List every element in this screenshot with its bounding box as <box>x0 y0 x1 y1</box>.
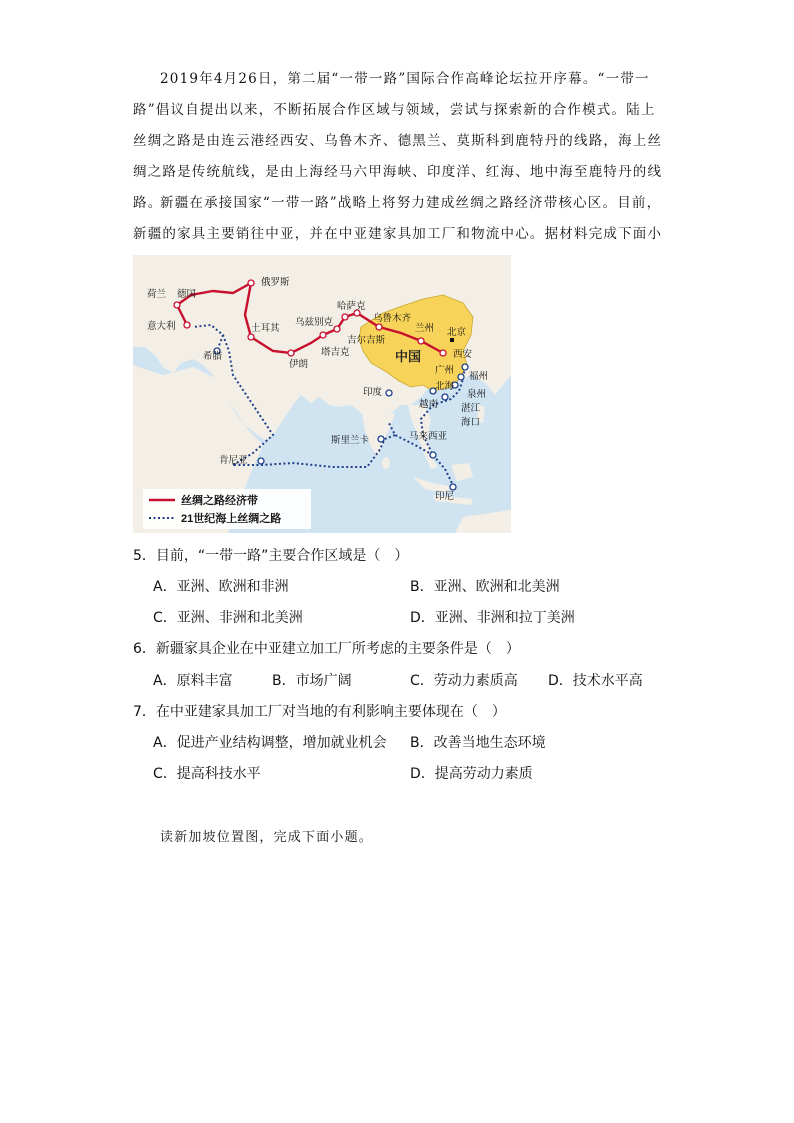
label-greece: 希腊 <box>203 351 223 362</box>
label-tajikistan: 塔吉克 <box>321 347 350 358</box>
label-kazakhstan: 哈萨克 <box>337 301 366 312</box>
question-7-option-b[interactable]: B．改善当地生态环境 <box>410 735 546 751</box>
intro-paragraph-2: 新疆在承接国家“一带一路”战略上将努力建成丝绸之路经济带核心区。目前，新疆的家具主要销往中亚，并在中亚建家具加工厂和物流中心。据材料完成下面小 <box>133 195 663 242</box>
legend-sea: 21世纪海上丝绸之路 <box>181 513 282 525</box>
label-zhanjiang: 湛江 <box>461 403 481 414</box>
label-lanzhou: 兰州 <box>415 323 435 334</box>
label-urumqi: 乌鲁木齐 <box>373 313 412 324</box>
label-fuzhou: 福州 <box>469 371 489 382</box>
question-7-option-a[interactable]: A．促进产业结构调整，增加就业机会 <box>153 735 387 751</box>
label-indonesia: 印尼 <box>435 491 455 502</box>
label-india: 印度 <box>363 387 383 398</box>
question-5-stem: 5．目前，“一带一路”主要合作区域是（ ） <box>133 548 409 564</box>
label-russia: 俄罗斯 <box>261 277 290 288</box>
label-germany: 德国 <box>177 289 197 300</box>
question-7-stem: 7．在中亚建家具加工厂对当地的有利影响主要体现在（ ） <box>133 704 506 720</box>
question-5-option-b[interactable]: B．亚洲、欧洲和北美洲 <box>410 579 560 595</box>
question-6-option-c[interactable]: C．劳动力素质高 <box>410 673 518 689</box>
label-srilanka: 斯里兰卡 <box>331 435 370 446</box>
label-guangzhou: 广州 <box>435 365 455 376</box>
label-quanzhou: 泉州 <box>467 389 487 400</box>
question-7-option-c[interactable]: C．提高科技水平 <box>153 766 261 782</box>
label-china: 中国 <box>395 349 422 364</box>
label-vietnam: 越南 <box>419 399 439 410</box>
legend-land: 丝绸之路经济带 <box>181 495 258 507</box>
label-turkey: 土耳其 <box>251 323 280 334</box>
question-7-option-d[interactable]: D．提高劳动力素质 <box>410 766 533 782</box>
question-5-option-a[interactable]: A．亚洲、欧洲和非洲 <box>153 579 289 595</box>
label-beijing: 北京 <box>447 327 467 338</box>
label-italy: 意大利 <box>147 321 176 332</box>
label-kyrgyzstan: 吉尔吉斯 <box>347 335 386 346</box>
label-haikou: 海口 <box>461 417 481 428</box>
label-kenya: 肯尼亚 <box>219 455 248 466</box>
next-section-instruction: 读新加坡位置图，完成下面小题。 <box>160 830 374 845</box>
belt-road-map <box>133 255 511 533</box>
label-uzbekistan: 乌兹别克 <box>295 317 334 328</box>
question-5-option-c[interactable]: C．亚洲、非洲和北美洲 <box>153 610 303 626</box>
label-iran: 伊朗 <box>289 359 309 370</box>
question-5-option-d[interactable]: D．亚洲、非洲和拉丁美洲 <box>410 610 575 626</box>
question-6-option-d[interactable]: D．技术水平高 <box>548 673 643 689</box>
intro-paragraph-1: 2019年4月26日，第二届“一带一路”国际合作高峰论坛拉开序幕。“一带一路”倡议自提出以来，不断拓展合作区域与领域，尝试与探索新的合作模式。陆上丝绸之路是由连云港经西安、乌鲁木齐、德黑兰、莫斯科到鹿特丹的线路，海上丝绸之路是传统航线，是由上海经马六甲海峡、印度洋、红海、地中海至鹿特丹的线路。 <box>133 71 663 211</box>
label-beihai: 北海 <box>435 381 455 392</box>
question-6-option-b[interactable]: B．市场广阔 <box>272 673 352 689</box>
question-6-stem: 6．新疆家具企业在中亚建立加工厂所考虑的主要条件是（ ） <box>133 641 520 657</box>
question-6-option-a[interactable]: A．原料丰富 <box>153 673 233 689</box>
label-malaysia: 马来西亚 <box>409 431 448 442</box>
label-netherlands: 荷兰 <box>147 289 167 300</box>
label-xian: 西安 <box>453 349 473 360</box>
